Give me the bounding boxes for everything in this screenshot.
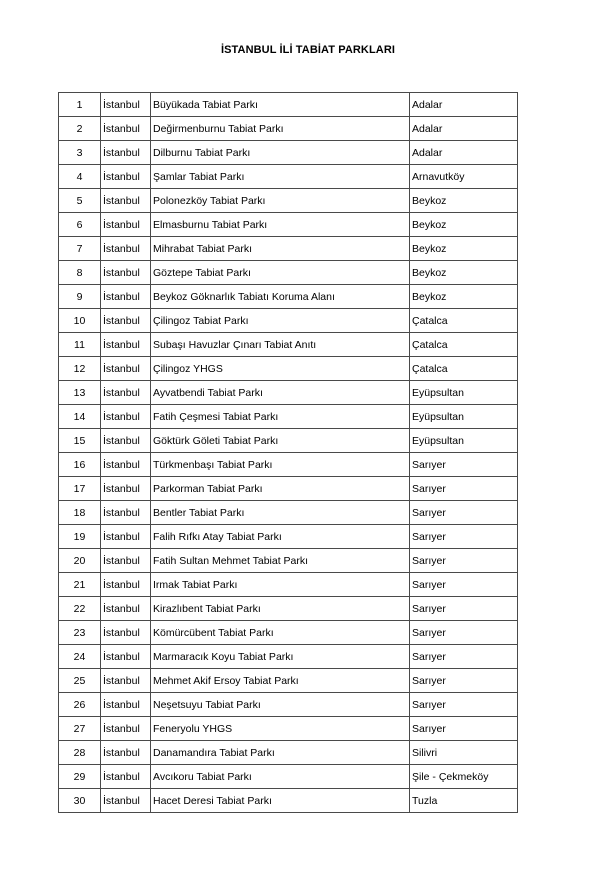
park-name-cell: Parkorman Tabiat Parkı <box>151 477 410 501</box>
park-name-cell: Kömürcübent Tabiat Parkı <box>151 621 410 645</box>
city-cell: İstanbul <box>101 285 151 309</box>
park-name-cell: Elmasburnu Tabiat Parkı <box>151 213 410 237</box>
park-name-cell: Feneryolu YHGS <box>151 717 410 741</box>
park-name-cell: Mihrabat Tabiat Parkı <box>151 237 410 261</box>
district-cell: Çatalca <box>410 357 518 381</box>
park-name-cell: Ayvatbendi Tabiat Parkı <box>151 381 410 405</box>
row-number-cell: 13 <box>59 381 101 405</box>
park-name-cell: Değirmenburnu Tabiat Parkı <box>151 117 410 141</box>
table-row <box>59 765 518 789</box>
city-cell: İstanbul <box>101 405 151 429</box>
district-cell: Sarıyer <box>410 717 518 741</box>
table-row <box>59 381 518 405</box>
table-row <box>59 141 518 165</box>
row-number-cell: 8 <box>59 261 101 285</box>
city-cell: İstanbul <box>101 429 151 453</box>
park-name-cell: Türkmenbaşı Tabiat Parkı <box>151 453 410 477</box>
table-row <box>59 717 518 741</box>
district-cell: Beykoz <box>410 261 518 285</box>
city-cell: İstanbul <box>101 765 151 789</box>
city-cell: İstanbul <box>101 789 151 813</box>
city-cell: İstanbul <box>101 477 151 501</box>
row-number-cell: 2 <box>59 117 101 141</box>
table-row <box>59 93 518 117</box>
district-cell: Adalar <box>410 117 518 141</box>
city-cell: İstanbul <box>101 573 151 597</box>
city-cell: İstanbul <box>101 381 151 405</box>
park-name-cell: Fatih Çeşmesi Tabiat Parkı <box>151 405 410 429</box>
city-cell: İstanbul <box>101 693 151 717</box>
park-name-cell: Hacet Deresi Tabiat Parkı <box>151 789 410 813</box>
table-row <box>59 357 518 381</box>
city-cell: İstanbul <box>101 333 151 357</box>
park-name-cell: Kirazlıbent Tabiat Parkı <box>151 597 410 621</box>
district-cell: Sarıyer <box>410 549 518 573</box>
district-cell: Şile - Çekmeköy <box>410 765 518 789</box>
city-cell: İstanbul <box>101 237 151 261</box>
table-body <box>59 93 518 813</box>
row-number-cell: 9 <box>59 285 101 309</box>
park-name-cell: Çilingoz YHGS <box>151 357 410 381</box>
table-row <box>59 165 518 189</box>
city-cell: İstanbul <box>101 141 151 165</box>
row-number-cell: 21 <box>59 573 101 597</box>
table-row <box>59 477 518 501</box>
district-cell: Arnavutköy <box>410 165 518 189</box>
park-name-cell: Dilburnu Tabiat Parkı <box>151 141 410 165</box>
city-cell: İstanbul <box>101 645 151 669</box>
district-cell: Adalar <box>410 93 518 117</box>
district-cell: Beykoz <box>410 213 518 237</box>
row-number-cell: 25 <box>59 669 101 693</box>
table-row <box>59 261 518 285</box>
park-name-cell: Çilingoz Tabiat Parkı <box>151 309 410 333</box>
city-cell: İstanbul <box>101 261 151 285</box>
park-name-cell: Danamandıra Tabiat Parkı <box>151 741 410 765</box>
table-row <box>59 525 518 549</box>
park-name-cell: Büyükada Tabiat Parkı <box>151 93 410 117</box>
row-number-cell: 28 <box>59 741 101 765</box>
row-number-cell: 5 <box>59 189 101 213</box>
row-number-cell: 30 <box>59 789 101 813</box>
park-name-cell: Neşetsuyu Tabiat Parkı <box>151 693 410 717</box>
row-number-cell: 3 <box>59 141 101 165</box>
table-row <box>59 429 518 453</box>
district-cell: Sarıyer <box>410 573 518 597</box>
row-number-cell: 15 <box>59 429 101 453</box>
district-cell: Sarıyer <box>410 477 518 501</box>
table-row <box>59 309 518 333</box>
park-name-cell: Göztepe Tabiat Parkı <box>151 261 410 285</box>
park-name-cell: Polonezköy Tabiat Parkı <box>151 189 410 213</box>
district-cell: Beykoz <box>410 285 518 309</box>
row-number-cell: 23 <box>59 621 101 645</box>
row-number-cell: 7 <box>59 237 101 261</box>
row-number-cell: 22 <box>59 597 101 621</box>
park-name-cell: Beykoz Göknarlık Tabiatı Koruma Alanı <box>151 285 410 309</box>
district-cell: Sarıyer <box>410 597 518 621</box>
row-number-cell: 16 <box>59 453 101 477</box>
table-row <box>59 669 518 693</box>
city-cell: İstanbul <box>101 669 151 693</box>
row-number-cell: 19 <box>59 525 101 549</box>
district-cell: Eyüpsultan <box>410 429 518 453</box>
city-cell: İstanbul <box>101 213 151 237</box>
city-cell: İstanbul <box>101 717 151 741</box>
table-row <box>59 789 518 813</box>
table-row <box>59 189 518 213</box>
park-name-cell: Irmak Tabiat Parkı <box>151 573 410 597</box>
row-number-cell: 24 <box>59 645 101 669</box>
city-cell: İstanbul <box>101 189 151 213</box>
park-name-cell: Şamlar Tabiat Parkı <box>151 165 410 189</box>
row-number-cell: 10 <box>59 309 101 333</box>
district-cell: Sarıyer <box>410 669 518 693</box>
table-row <box>59 621 518 645</box>
document-title: İSTANBUL İLİ TABİAT PARKLARI <box>220 44 396 56</box>
district-cell: Çatalca <box>410 309 518 333</box>
district-cell: Tuzla <box>410 789 518 813</box>
table-row <box>59 501 518 525</box>
city-cell: İstanbul <box>101 549 151 573</box>
park-name-cell: Avcıkoru Tabiat Parkı <box>151 765 410 789</box>
park-name-cell: Mehmet Akif Ersoy Tabiat Parkı <box>151 669 410 693</box>
park-name-cell: Göktürk Göleti Tabiat Parkı <box>151 429 410 453</box>
district-cell: Sarıyer <box>410 525 518 549</box>
city-cell: İstanbul <box>101 621 151 645</box>
table-row <box>59 693 518 717</box>
table-row <box>59 741 518 765</box>
district-cell: Sarıyer <box>410 621 518 645</box>
table-row <box>59 405 518 429</box>
city-cell: İstanbul <box>101 309 151 333</box>
district-cell: Eyüpsultan <box>410 405 518 429</box>
city-cell: İstanbul <box>101 741 151 765</box>
row-number-cell: 27 <box>59 717 101 741</box>
city-cell: İstanbul <box>101 165 151 189</box>
row-number-cell: 11 <box>59 333 101 357</box>
district-cell: Silivri <box>410 741 518 765</box>
district-cell: Eyüpsultan <box>410 381 518 405</box>
city-cell: İstanbul <box>101 117 151 141</box>
row-number-cell: 20 <box>59 549 101 573</box>
district-cell: Sarıyer <box>410 501 518 525</box>
table-row <box>59 285 518 309</box>
table-row <box>59 573 518 597</box>
city-cell: İstanbul <box>101 453 151 477</box>
row-number-cell: 12 <box>59 357 101 381</box>
row-number-cell: 4 <box>59 165 101 189</box>
city-cell: İstanbul <box>101 93 151 117</box>
table-row <box>59 549 518 573</box>
city-cell: İstanbul <box>101 357 151 381</box>
district-cell: Sarıyer <box>410 645 518 669</box>
park-name-cell: Subaşı Havuzlar Çınarı Tabiat Anıtı <box>151 333 410 357</box>
table-row <box>59 453 518 477</box>
table-row <box>59 213 518 237</box>
row-number-cell: 26 <box>59 693 101 717</box>
district-cell: Çatalca <box>410 333 518 357</box>
park-name-cell: Bentler Tabiat Parkı <box>151 501 410 525</box>
park-name-cell: Marmaracık Koyu Tabiat Parkı <box>151 645 410 669</box>
nature-parks-table <box>58 92 518 813</box>
district-cell: Sarıyer <box>410 693 518 717</box>
table-row <box>59 333 518 357</box>
city-cell: İstanbul <box>101 501 151 525</box>
district-cell: Beykoz <box>410 189 518 213</box>
table-row <box>59 645 518 669</box>
table-row <box>59 117 518 141</box>
row-number-cell: 17 <box>59 477 101 501</box>
table-row <box>59 237 518 261</box>
district-cell: Sarıyer <box>410 453 518 477</box>
district-cell: Adalar <box>410 141 518 165</box>
table-row <box>59 597 518 621</box>
row-number-cell: 18 <box>59 501 101 525</box>
row-number-cell: 6 <box>59 213 101 237</box>
city-cell: İstanbul <box>101 597 151 621</box>
row-number-cell: 14 <box>59 405 101 429</box>
city-cell: İstanbul <box>101 525 151 549</box>
row-number-cell: 29 <box>59 765 101 789</box>
park-name-cell: Falih Rıfkı Atay Tabiat Parkı <box>151 525 410 549</box>
row-number-cell: 1 <box>59 93 101 117</box>
park-name-cell: Fatih Sultan Mehmet Tabiat Parkı <box>151 549 410 573</box>
district-cell: Beykoz <box>410 237 518 261</box>
